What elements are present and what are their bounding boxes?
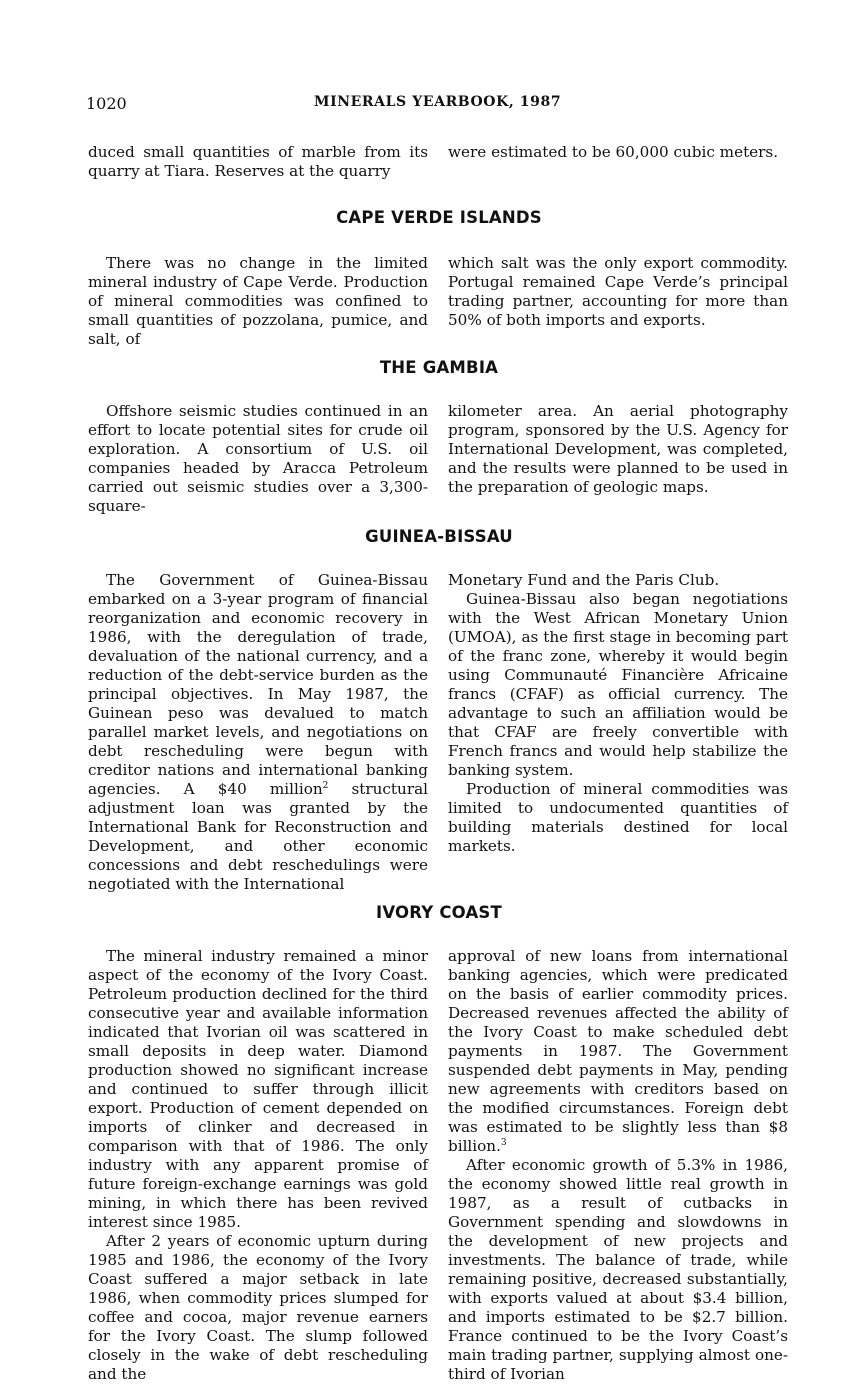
paragraph: which salt was the only export commodity. Portugal remained Cape Verde’s principal trading partner, accounting for more than 50% of both imports and exports. — [448, 254, 788, 329]
section-heading-cape-verde: CAPE VERDE ISLANDS — [336, 208, 542, 227]
paragraph: kilometer area. An aerial photography program, sponsored by the U.S. Agency for International Development, was completed, and the results were planned to be used in the preparation of geologic maps. — [448, 402, 788, 496]
intro-paragraph: duced small quantities of marble from its quarry at Tiara. Reserves at the quarry — [88, 143, 428, 180]
paragraph: Offshore seismic studies continued in an effort to locate potential sites for crude oil exploration. A consortium of U.S. oil companies headed by Aracca Petroleum carried out seismic studies over a 3,300-square- — [88, 402, 428, 515]
section-heading-gambia: THE GAMBIA — [379, 358, 499, 377]
paragraph: Production of mineral commodities was limited to undocumented quantities of building materials destined for local markets. — [448, 780, 788, 855]
paragraph-text: The Government of Guinea-Bissau embarked on a 3-year program of financial reorganization and economic recovery in 1986, with the deregulation of trade, devaluation of the national currency, and a reduction of the debt-service burden as the principal objectives. In May 1987, the Guinean peso was devalued to match parallel market levels, and negotiations on debt rescheduling were begun with creditor nations and international banking agencies. A $40 million — [88, 571, 428, 798]
section-heading-ivory-coast: IVORY COAST — [376, 903, 502, 922]
gambia-left-column — [88, 402, 428, 516]
paragraph: After economic growth of 5.3% in 1986, the economy showed little real growth in 1987, as a result of cutbacks in Government spending and slowdowns in the development of new projects and investments. The balance of trade, while remaining positive, decreased substantially, with exports valued at about $3.4 billion, and imports estimated to be $2.7 billion. France continued to be the Ivory Coast’s main trading partner, supplying almost one-third of Ivorian — [448, 1156, 788, 1383]
gambia-right-column — [448, 402, 788, 497]
section-heading-guinea-bissau: GUINEA-BISSAU — [365, 527, 513, 546]
cape-verde-left-column — [88, 254, 428, 349]
paragraph — [448, 947, 788, 1156]
cape-verde-right-column — [448, 254, 788, 330]
ivory-coast-right-column — [448, 947, 788, 1384]
footnote-ref: 2 — [322, 780, 329, 791]
page-number: 1020 — [86, 94, 127, 113]
guinea-bissau-right-column — [448, 571, 788, 856]
paragraph-text: structural adjustment loan was granted by the International Bank for Reconstruction and Development, and other economic concessions and debt reschedulings were negotiated with the International — [88, 780, 428, 893]
guinea-bissau-left-column — [88, 571, 428, 894]
ivory-coast-left-column — [88, 947, 428, 1384]
running-title: MINERALS YEARBOOK, 1987 — [314, 94, 562, 110]
paragraph: After 2 years of economic upturn during 1985 and 1986, the economy of the Ivory Coast suffered a major setback in late 1986, when commodity prices slumped for coffee and cocoa, major revenue earners for the Ivory Coast. The slump followed closely in the wake of debt rescheduling and the — [88, 1232, 428, 1383]
paragraph — [88, 571, 428, 894]
intro-paragraph: were estimated to be 60,000 cubic meters. — [448, 143, 779, 161]
paragraph: Guinea-Bissau also began negotiations with the West African Monetary Union (UMOA), as the first stage in becoming part of the franc zone, whereby it would begin using Communauté Financière Africaine francs (CFAF) as official currency. The advantage to such an affiliation would be that CFAF are freely convertible with French francs and would help stabilize the banking system. — [448, 590, 788, 779]
paragraph: Monetary Fund and the Paris Club. — [448, 571, 720, 589]
intro-left-column — [88, 143, 428, 181]
footnote-ref: 3 — [500, 1137, 507, 1148]
intro-right-column — [448, 143, 788, 162]
paragraph-text: approval of new loans from international banking agencies, which were predicated on the basis of earlier commodity prices. Decreased revenues affected the ability of the Ivory Coast to make scheduled debt payments in 1987. The Government suspended debt payments in May, pending new agreements with creditors based on the modified circumstances. Foreign debt was estimated to be slightly less than $8 billion. — [448, 947, 788, 1155]
page-header — [88, 94, 790, 118]
paragraph: The mineral industry remained a minor aspect of the economy of the Ivory Coast. Petroleum production declined for the third consecutive year and available information indicated that Ivorian oil was scattered in small deposits in deep water. Diamond production showed no significant increase and continued to suffer through illicit export. Production of cement depended on imports of clinker and decreased in comparison with that of 1986. The only industry with any apparent promise of future foreign-exchange earnings was gold mining, in which there has been revived interest since 1985. — [88, 947, 428, 1231]
paragraph: There was no change in the limited mineral industry of Cape Verde. Production of mineral commodities was confined to small quantities of pozzolana, pumice, and salt, of — [88, 254, 428, 348]
